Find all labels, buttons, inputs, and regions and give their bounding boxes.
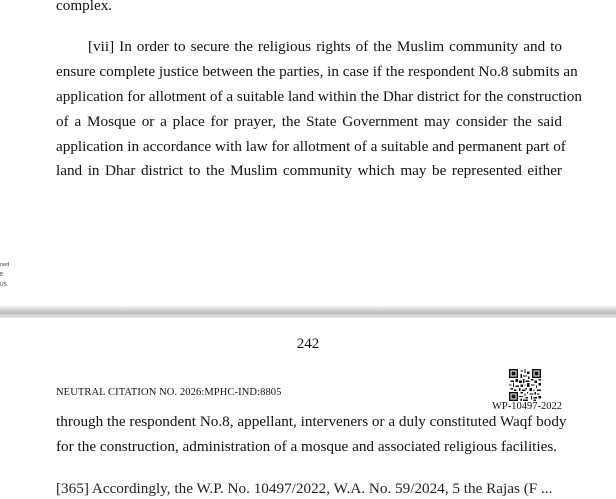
cut-off-text-line: [365] Accordingly, the W.P. No. 10497/2022, W.A. No. 59/2024, 5 the Rajas (F ... (56, 480, 553, 497)
text-line: through the respondent No.8, appellant, interveners or a duly constituted Waqf body (56, 413, 567, 430)
paragraph-first-line: [vii] In order to secure the religious rights of the Muslim community and to (88, 38, 562, 55)
text-line: ensure complete justice between the parties, in case if the respondent No.8 submits an (56, 63, 578, 80)
neutral-citation: NEUTRAL CITATION NO. 2026:MPHC-IND:8805 (56, 387, 282, 398)
case-number: WP-10497-2022 (492, 401, 562, 412)
text-line: for the construction, administration of a mosque and associated religious facilities. (56, 438, 558, 455)
margin-fragment: ned (0, 262, 10, 268)
qr-code-icon (509, 369, 541, 401)
text-line: application in accordance with law for allotment of a suitable and permanent part of (56, 138, 566, 155)
margin-fragment: US (0, 282, 7, 288)
page-separator (0, 306, 616, 318)
text-line: complex. (56, 0, 113, 14)
page-number: 242 (296, 336, 320, 352)
text-line: of a Mosque or a place for prayer, the State Government may consider the said (56, 113, 562, 130)
text-line: land in Dhar district to the Muslim community which may be represented either (56, 162, 562, 179)
margin-fragment: E (0, 272, 4, 278)
text-line: application for allotment of a suitable land within the Dhar district for the construction (56, 88, 582, 105)
